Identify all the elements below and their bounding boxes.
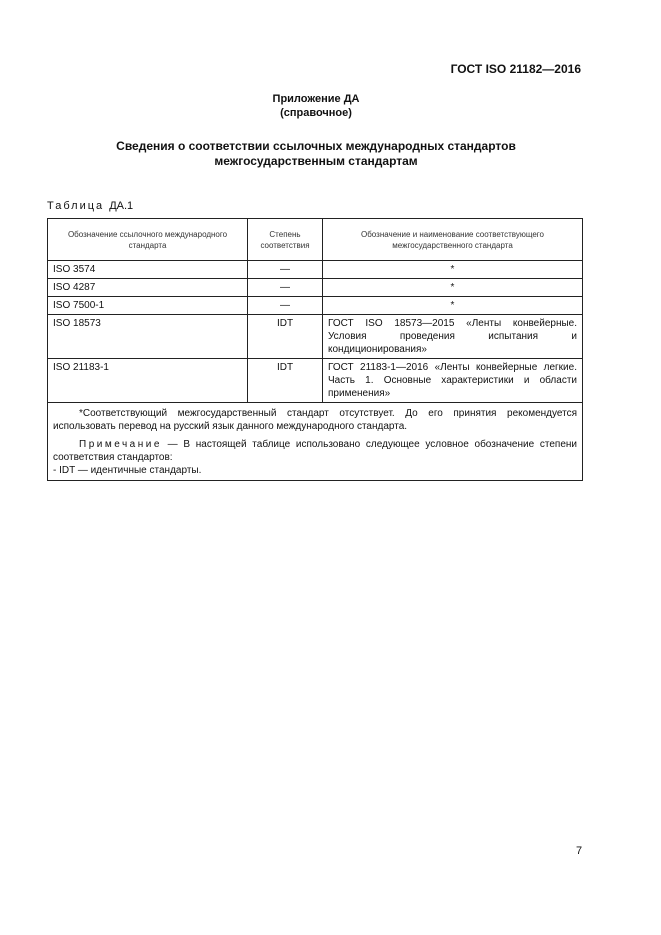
annex-heading	[0, 92, 632, 120]
note-item: - IDT — идентичные стандарты.	[53, 465, 202, 476]
table-caption-number: ДА.1	[109, 200, 134, 212]
note-label: Примечание	[79, 439, 162, 450]
table-footnote: *Соответствующий межгосударственный стандарт отсутствует. До его принятия рекомендуется использовать перевод на русский язык данного международного стандарта.	[53, 408, 577, 432]
section-title	[0, 139, 632, 169]
cell-interstate: *	[323, 297, 583, 315]
cell-degree: IDT	[248, 315, 323, 359]
header-international-standard: Обозначение ссылочного международного стандарта	[48, 219, 248, 261]
cell-standard: ISO 21183-1	[48, 359, 248, 403]
section-title-line-2: межгосударственным стандартам	[214, 154, 418, 168]
cell-degree: —	[248, 297, 323, 315]
cell-interstate: ГОСТ 21183-1—2016 «Ленты конвейерные легкие. Часть 1. Основные характеристики и области применения»	[323, 359, 583, 403]
table-row	[48, 359, 583, 403]
cell-standard: ISO 7500-1	[48, 297, 248, 315]
document-code: ГОСТ ISO 21182—2016	[450, 62, 581, 76]
table-caption-label: Таблица	[47, 200, 105, 212]
cell-interstate: ГОСТ ISO 18573—2015 «Ленты конвейерные. Условия проведения испытания и кондиционирования»	[323, 315, 583, 359]
page-number: 7	[576, 845, 583, 857]
header-degree: Степень соответствия	[248, 219, 323, 261]
cell-standard: ISO 4287	[48, 279, 248, 297]
table-note	[53, 438, 577, 464]
annex-title: Приложение ДА	[272, 93, 360, 105]
table-caption	[47, 200, 133, 212]
header-interstate-standard: Обозначение и наименование соответствующего межгосударственного стандарта	[323, 219, 583, 261]
cell-standard: ISO 18573	[48, 315, 248, 359]
cell-standard: ISO 3574	[48, 261, 248, 279]
table-footer-row	[48, 403, 583, 481]
table-row	[48, 261, 583, 279]
table-header-row	[48, 219, 583, 261]
cell-degree: —	[248, 261, 323, 279]
cell-degree: IDT	[248, 359, 323, 403]
cell-degree: —	[248, 279, 323, 297]
cell-interstate: *	[323, 279, 583, 297]
cell-interstate: *	[323, 261, 583, 279]
section-title-line-1: Сведения о соответствии ссылочных международных стандартов	[116, 139, 516, 153]
table-row	[48, 315, 583, 359]
table-row	[48, 297, 583, 315]
annex-subtitle: (справочное)	[280, 107, 352, 119]
table-notes	[48, 403, 583, 481]
table-row	[48, 279, 583, 297]
correspondence-table	[47, 218, 583, 481]
note-text: — В настоящей таблице использовано следующее условное обозначение степени соответствия стандартов:	[53, 439, 577, 463]
